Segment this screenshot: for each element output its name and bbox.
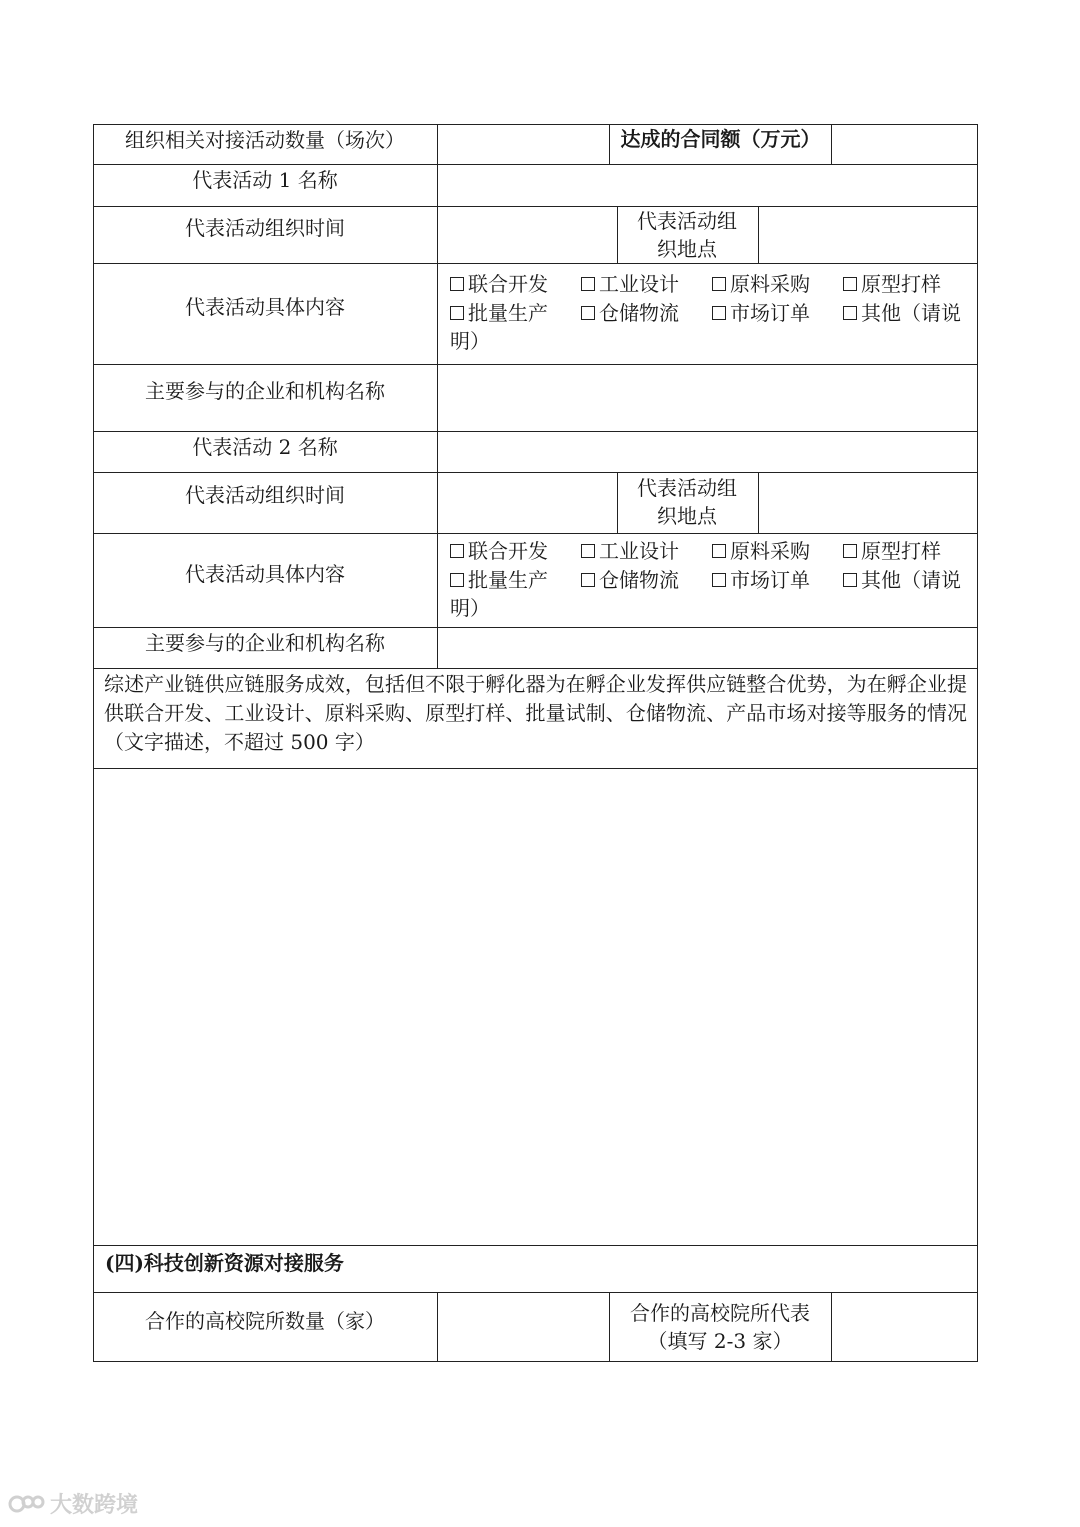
- universities-rep-field[interactable]: [832, 1293, 977, 1361]
- option-logistics[interactable]: 仓储物流: [581, 566, 712, 595]
- checkbox-icon[interactable]: [450, 544, 464, 558]
- activity1-content-options: [438, 270, 977, 356]
- universities-count-field[interactable]: [438, 1293, 609, 1361]
- option-other[interactable]: 其他（请说: [843, 299, 974, 328]
- activity2-location-label: 代表活动组织地点: [637, 475, 737, 528]
- option-other-tail: 明）: [450, 596, 490, 620]
- watermark: [8, 1488, 138, 1519]
- universities-rep-label: 合作的高校院所代表（填写 2-3 家）: [630, 1301, 810, 1353]
- table-border-right: [977, 124, 978, 1362]
- contract-amount-field[interactable]: [832, 125, 977, 164]
- watermark-logo-icon: [8, 1492, 46, 1516]
- section4-title: (四)科技创新资源对接服务: [105, 1251, 344, 1275]
- universities-count-label: 合作的高校院所数量（家）: [145, 1309, 385, 1333]
- option-logistics[interactable]: 仓储物流: [581, 299, 712, 328]
- activity1-participants-field[interactable]: [438, 365, 977, 431]
- summary-prompt: 综述产业链供应链服务成效，包括但不限于孵化器为在孵企业发挥供应链整合优势，为在孵企业提供联合开发、工业设计、原料采购、原型打样、批量试制、仓储物流、产品市场对接等服务的情况（文字描述，不超过 500 字）: [104, 672, 967, 754]
- activity2-time-field[interactable]: [438, 473, 617, 533]
- option-prototype[interactable]: 原型打样: [843, 537, 974, 566]
- activity-count-label: 组织相关对接活动数量（场次）: [125, 128, 405, 152]
- option-prototype[interactable]: 原型打样: [843, 270, 974, 299]
- checkbox-icon[interactable]: [712, 277, 726, 291]
- option-mass-production[interactable]: 批量生产: [450, 299, 581, 328]
- checkbox-icon[interactable]: [843, 544, 857, 558]
- activity2-time-label: 代表活动组织时间: [185, 483, 345, 507]
- activity2-content-label: 代表活动具体内容: [185, 562, 345, 586]
- summary-text-area[interactable]: [94, 769, 977, 1245]
- checkbox-icon[interactable]: [450, 573, 464, 587]
- activity2-participants-label: 主要参与的企业和机构名称: [145, 630, 385, 655]
- checkbox-icon[interactable]: [450, 277, 464, 291]
- checkbox-icon[interactable]: [843, 277, 857, 291]
- checkbox-icon[interactable]: [450, 306, 464, 320]
- checkbox-icon[interactable]: [712, 573, 726, 587]
- option-other-tail: 明）: [450, 329, 490, 353]
- activity1-time-field[interactable]: [438, 207, 617, 263]
- activity1-content-label: 代表活动具体内容: [185, 295, 345, 319]
- option-raw-material[interactable]: 原料采购: [712, 537, 843, 566]
- checkbox-icon[interactable]: [712, 544, 726, 558]
- activity2-content-options: [438, 537, 977, 623]
- activity1-location-label: 代表活动组织地点: [637, 208, 737, 261]
- watermark-text: 大数跨境: [50, 1493, 139, 1518]
- option-mass-production[interactable]: 批量生产: [450, 566, 581, 595]
- col-divider: [617, 472, 618, 533]
- row-divider: [93, 668, 978, 669]
- activity1-time-label: 代表活动组织时间: [185, 215, 345, 240]
- checkbox-icon[interactable]: [581, 306, 595, 320]
- col-divider: [617, 206, 618, 263]
- checkbox-icon[interactable]: [581, 544, 595, 558]
- option-joint-dev[interactable]: 联合开发: [450, 537, 581, 566]
- option-joint-dev[interactable]: 联合开发: [450, 270, 581, 299]
- checkbox-icon[interactable]: [581, 573, 595, 587]
- option-market-orders[interactable]: 市场订单: [712, 566, 843, 595]
- option-raw-material[interactable]: 原料采购: [712, 270, 843, 299]
- activity2-name-label: 代表活动 2 名称: [192, 435, 338, 459]
- checkbox-icon[interactable]: [843, 306, 857, 320]
- activity2-participants-field[interactable]: [438, 628, 977, 668]
- activity-count-field[interactable]: [438, 125, 609, 164]
- activity1-location-field[interactable]: [759, 207, 977, 263]
- option-industrial-design[interactable]: 工业设计: [581, 270, 712, 299]
- activity1-participants-label: 主要参与的企业和机构名称: [145, 379, 385, 403]
- checkbox-icon[interactable]: [712, 306, 726, 320]
- option-market-orders[interactable]: 市场订单: [712, 299, 843, 328]
- activity2-name-field[interactable]: [438, 432, 977, 472]
- table-border-bottom: [93, 1361, 978, 1362]
- col-divider: [609, 1292, 610, 1361]
- checkbox-icon[interactable]: [581, 277, 595, 291]
- checkbox-icon[interactable]: [843, 573, 857, 587]
- option-other[interactable]: 其他（请说: [843, 566, 974, 595]
- option-industrial-design[interactable]: 工业设计: [581, 537, 712, 566]
- contract-amount-label: 达成的合同额（万元）: [620, 127, 821, 151]
- activity1-name-field[interactable]: [438, 165, 977, 206]
- activity2-location-field[interactable]: [759, 473, 977, 533]
- activity1-name-label: 代表活动 1 名称: [192, 168, 338, 192]
